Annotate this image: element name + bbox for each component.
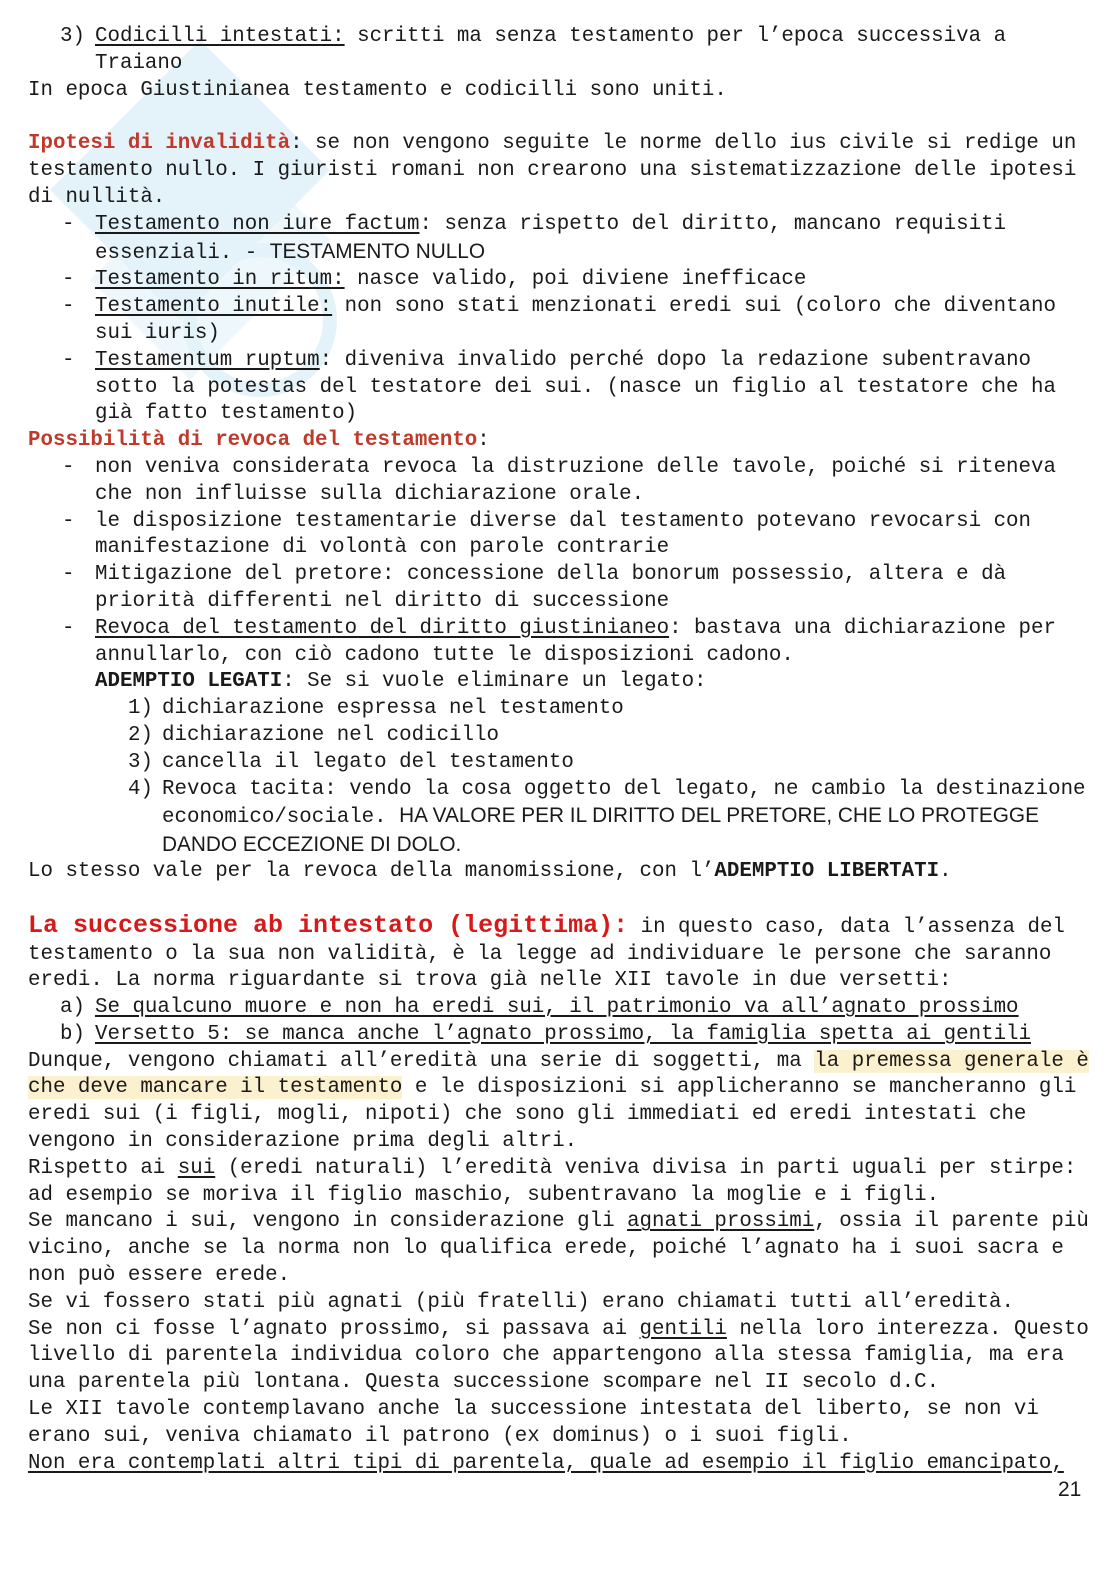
document-page xyxy=(28,24,1088,1477)
text-line: In epoca Giustinianea testamento e codicilli sono uniti. xyxy=(28,78,727,102)
text-line: Lo stesso vale per la revoca della manomissione, con l’ADEMPTIO LIBERTATI. xyxy=(28,859,952,883)
page-number: 21 xyxy=(1058,1478,1082,1501)
text-line: Rispetto ai sui (eredi naturali) l’eredità veniva divisa in parti uguali per stirpe: xyxy=(28,1156,1077,1180)
list-item: - non veniva considerata revoca la distruzione delle tavole, poiché si riteneva xyxy=(62,455,1056,479)
text-line: Se mancano i sui, vengono in considerazione gli agnati prossimi, ossia il parente più xyxy=(28,1210,1089,1234)
text-line: ADEMPTIO LEGATI: Se si vuole eliminare un legato: xyxy=(95,670,707,694)
text-line: ad esempio se moriva il figlio maschio, subentravano la moglie e i figli. xyxy=(28,1183,940,1207)
list-item: - Testamentum ruptum: diveniva invalido perché dopo la redazione subentravano xyxy=(62,348,1032,372)
text-line: testamento nullo. I giuristi romani non crearono una sistematizzazione delle ipotesi xyxy=(28,159,1077,183)
list-item: - Mitigazione del pretore: concessione della bonorum possessio, altera e dà xyxy=(62,563,1007,587)
text-line: Non era contemplati altri tipi di parentela, quale ad esempio il figlio emancipato, xyxy=(28,1451,1064,1475)
list-item: 3) cancella il legato del testamento xyxy=(128,750,574,774)
text-line: che deve mancare il testamento e le disposizioni si applicheranno se mancheranno gli xyxy=(28,1076,1077,1100)
section-heading-revoca: Possibilità di revoca del testamento: xyxy=(28,429,490,453)
list-item: 3) Codicilli intestati: scritti ma senza testamento per l’epoca successiva a xyxy=(60,25,1007,48)
text-line: eredi. La norma riguardante si trova già nelle XII tavole in due versetti: xyxy=(28,969,952,993)
text-line: Traiano xyxy=(95,51,183,75)
text-line: che non influisse sulla dichiarazione orale. xyxy=(95,482,645,506)
text-line: vengono in considerazione prima degli altri. xyxy=(28,1130,578,1154)
text-line: sui iuris) xyxy=(95,321,220,345)
text-line: erano sui, veniva chiamato il patrono (ex dominus) o i suoi figli. xyxy=(28,1424,852,1448)
text-line: una parentela più lontana. Questa successione scompare nel II secolo d.C. xyxy=(28,1371,940,1395)
list-item: - Testamento inutile: non sono stati menzionati eredi sui (coloro che diventano xyxy=(62,295,1056,319)
text-line: di nullità. xyxy=(28,185,166,209)
text-line: vicino, anche se la norma non lo qualifica erede, poiché l’agnato ha i suoi sacra e xyxy=(28,1237,1064,1261)
text-line: Dunque, vengono chiamati all’eredità una serie di soggetti, ma la premessa generale è xyxy=(28,1049,1089,1073)
text-line: eredi sui (i figli, mogli, nipoti) che sono gli immediati ed eredi intestati che xyxy=(28,1103,1027,1127)
list-item: - Revoca del testamento del diritto giustinianeo: bastava una dichiarazione per xyxy=(62,616,1056,640)
text-line: economico/sociale. HA VALORE PER IL DIRITTO DEL PRETORE, CHE LO PROTEGGE xyxy=(162,804,1039,830)
list-item: 2) dichiarazione nel codicillo xyxy=(128,723,499,747)
text-line: Le XII tavole contemplavano anche la successione intestata del liberto, se non vi xyxy=(28,1398,1039,1422)
text-line: Se non ci fosse l’agnato prossimo, si passava ai gentili nella loro interezza. Questo xyxy=(28,1317,1089,1341)
text-line: livello di parentela individua coloro che appartengono alla stessa famiglia, ma era xyxy=(28,1344,1064,1368)
list-item: - Testamento non iure factum: senza rispetto del diritto, mancano requisiti xyxy=(62,212,1007,236)
text-line: annullarlo, con ciò cadono tutte le disposizioni cadono. xyxy=(95,643,794,667)
text-line: priorità differenti nel diritto di successione xyxy=(95,589,670,613)
list-item: 1) dichiarazione espressa nel testamento xyxy=(128,697,624,721)
list-item: - Testamento in ritum: nasce valido, poi diviene inefficace xyxy=(62,268,807,292)
text-line: essenziali. - TESTAMENTO NULLO xyxy=(95,239,486,265)
section-heading-successione: La successione ab intestato (legittima): in questo caso, data l’assenza del xyxy=(28,910,1065,940)
section-heading-invalidita: Ipotesi di invalidità: se non vengono seguite le norme dello ius civile si redige un xyxy=(28,132,1077,156)
text-line: sotto la potestas del testatore dei sui. (nasce un figlio al testatore che ha xyxy=(95,375,1056,399)
text-line: manifestazione di volontà con parole contrarie xyxy=(95,536,670,560)
text-line: testamento o la sua non validità, è la legge ad individuare le persone che saranno xyxy=(28,942,1052,966)
text-line: Se vi fossero stati più agnati (più fratelli) erano chiamati tutti all’eredità. xyxy=(28,1290,1014,1314)
list-item: a) Se qualcuno muore e non ha eredi sui, il patrimonio va all’agnato prossimo xyxy=(60,996,1019,1020)
text-line: già fatto testamento) xyxy=(95,402,358,426)
text-line: non può essere erede. xyxy=(28,1264,291,1288)
list-item: - le disposizione testamentarie diverse dal testamento potevano revocarsi con xyxy=(62,509,1032,533)
text-line: DANDO ECCEZIONE DI DOLO. xyxy=(162,833,462,857)
list-item: 4) Revoca tacita: vendo la cosa oggetto del legato, ne cambio la destinazione xyxy=(128,777,1086,801)
list-item: b) Versetto 5: se manca anche l’agnato prossimo, la famiglia spetta ai gentili xyxy=(60,1022,1032,1046)
